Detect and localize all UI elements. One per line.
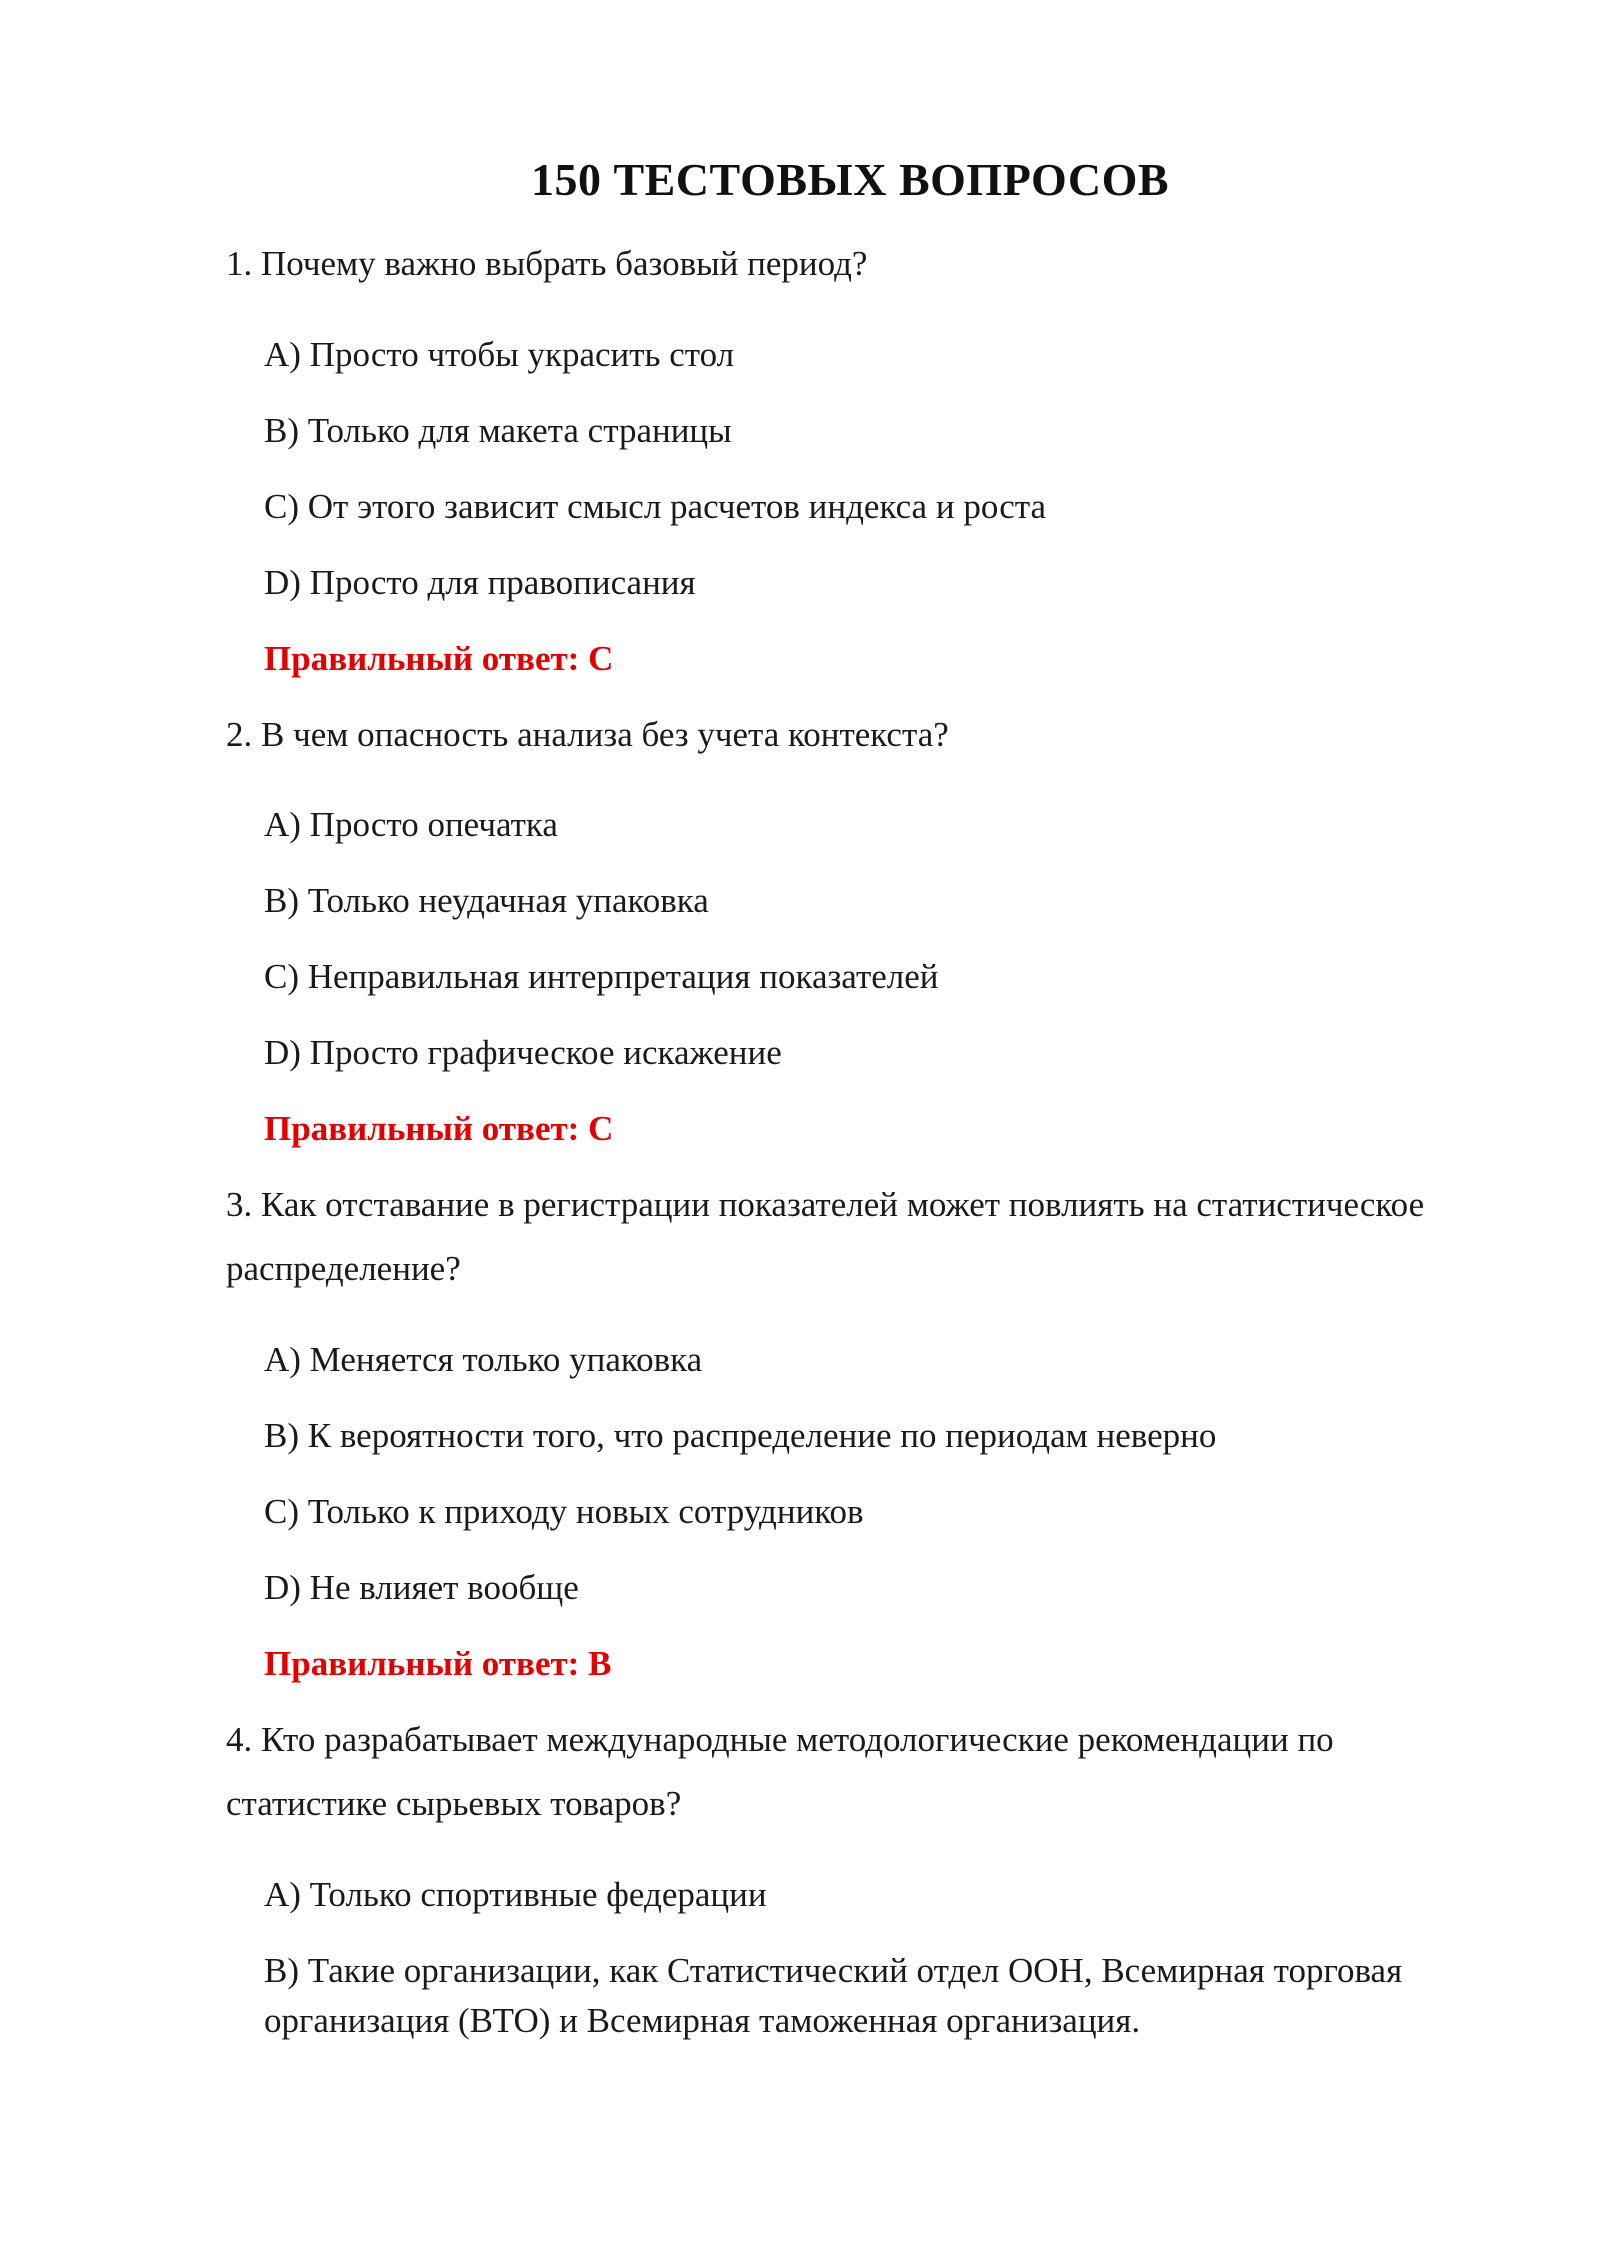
question-1-option-d: D) Просто для правописания	[264, 563, 696, 602]
question-1-option-c: C) От этого зависит смысл расчетов индекса и роста	[264, 487, 1046, 526]
question-2-answer: Правильный ответ: C	[264, 1109, 614, 1148]
question-3-option-a: A) Меняется только упаковка	[264, 1340, 703, 1379]
question-2-option-b: B) Только неудачная упаковка	[264, 881, 709, 920]
question-1-answer: Правильный ответ: C	[264, 639, 614, 678]
question-1-text: 1. Почему важно выбрать базовый период?	[226, 244, 868, 283]
question-3-option-b: B) К вероятности того, что распределение по периодам неверно	[264, 1416, 1217, 1455]
question-3-option-c: C) Только к приходу новых сотрудников	[264, 1492, 864, 1531]
question-4-option-b: B) Такие организации, как Статистический отдел ООН, Всемирная торговая организация (ВТО) и Всемирная таможенная организация.	[264, 1951, 1403, 2040]
question-3-text: 3. Как отставание в регистрации показателей может повлиять на статистическое распределение?	[226, 1185, 1425, 1288]
page-title: 150 ТЕСТОВЫХ ВОПРОСОВ	[530, 154, 1170, 205]
question-3-option-d: D) Не влияет вообще	[264, 1568, 579, 1607]
question-2-option-a: A) Просто опечатка	[264, 805, 558, 844]
question-1-option-b: B) Только для макета страницы	[264, 411, 732, 450]
question-1-option-a: A) Просто чтобы украсить стол	[264, 335, 735, 374]
question-4-text: 4. Кто разрабатывает международные методологические рекомендации по статистике сырьевых товаров?	[226, 1720, 1334, 1823]
question-2-option-c: C) Неправильная интерпретация показателей	[264, 957, 939, 996]
question-2-option-d: D) Просто графическое искажение	[264, 1033, 782, 1072]
question-3-answer: Правильный ответ: B	[264, 1644, 612, 1683]
question-2-text: 2. В чем опасность анализа без учета контекста?	[226, 715, 949, 754]
question-4-option-a: A) Только спортивные федерации	[264, 1875, 767, 1914]
